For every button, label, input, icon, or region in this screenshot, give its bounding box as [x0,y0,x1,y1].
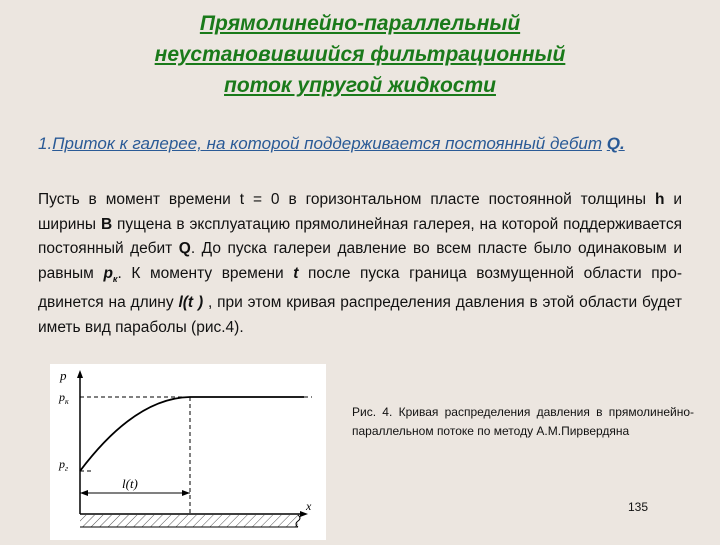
x-axis-label: x [306,499,312,513]
title-line-2: неустановившийся фильтрационный [154,43,566,66]
formation-hatching [80,515,298,527]
section-heading-text: Приток к галерее, на которой поддерживается постоянный дебит [52,134,603,153]
symbol-h: h [654,191,665,208]
pressure-curve-svg [50,364,326,540]
section-number: 1. [38,134,53,153]
pressure-curve-figure [50,364,326,540]
paragraph-text-6: после пуска граница возмущенной области про-двинется на длину [38,264,683,312]
pg-label: $p_г$ [59,457,69,473]
paragraph-text-2: и ширины [38,191,682,233]
lt-label: l(t) [122,476,138,491]
slide-title [40,8,680,101]
symbol-lt: l(t ) [178,294,204,312]
paragraph-text-4: . До пуска галереи давление во всем пласте было одинаковым и равным [38,240,682,282]
title-line-3: поток упругой жидкости [224,74,496,97]
y-axis-arrow [77,370,83,378]
title-line-1: Прямолинейно-параллельный [199,12,521,35]
paragraph-text-7: , при этом кривая распределения давления в этой области будет иметь вид параболы (рис.4). [38,294,683,336]
page-number: 135 [628,500,649,514]
figure-caption: Рис. 4. Кривая распределения давления в прямолинейно-параллельном потоке по методу А.М.Пирвердяна [352,405,694,438]
symbol-pk-sub: к [112,273,118,284]
lt-arrow-right [182,490,190,496]
paragraph-text-1: Пусть в момент времени t = 0 в горизонтальном пласте постоянной толщины [38,191,647,208]
symbol-pk-base: p [103,264,113,282]
y-axis-label: p [60,368,67,383]
body-paragraph [38,188,682,340]
pressure-curve [80,397,304,471]
symbol-pk [103,265,117,282]
section-heading [38,132,682,156]
section-heading-q: Q. [606,134,625,153]
paragraph-text-5: . К моменту времени [117,264,284,282]
pk-label: $p_к$ [59,390,69,406]
symbol-q: Q [178,240,191,257]
symbol-b: B [100,215,113,233]
symbol-t: t [293,264,299,282]
lt-arrow-left [80,490,88,496]
paragraph-text-3: пущена в эксплуатацию прямолинейная галерея, на которой поддерживается постоянный дебит [38,215,683,257]
